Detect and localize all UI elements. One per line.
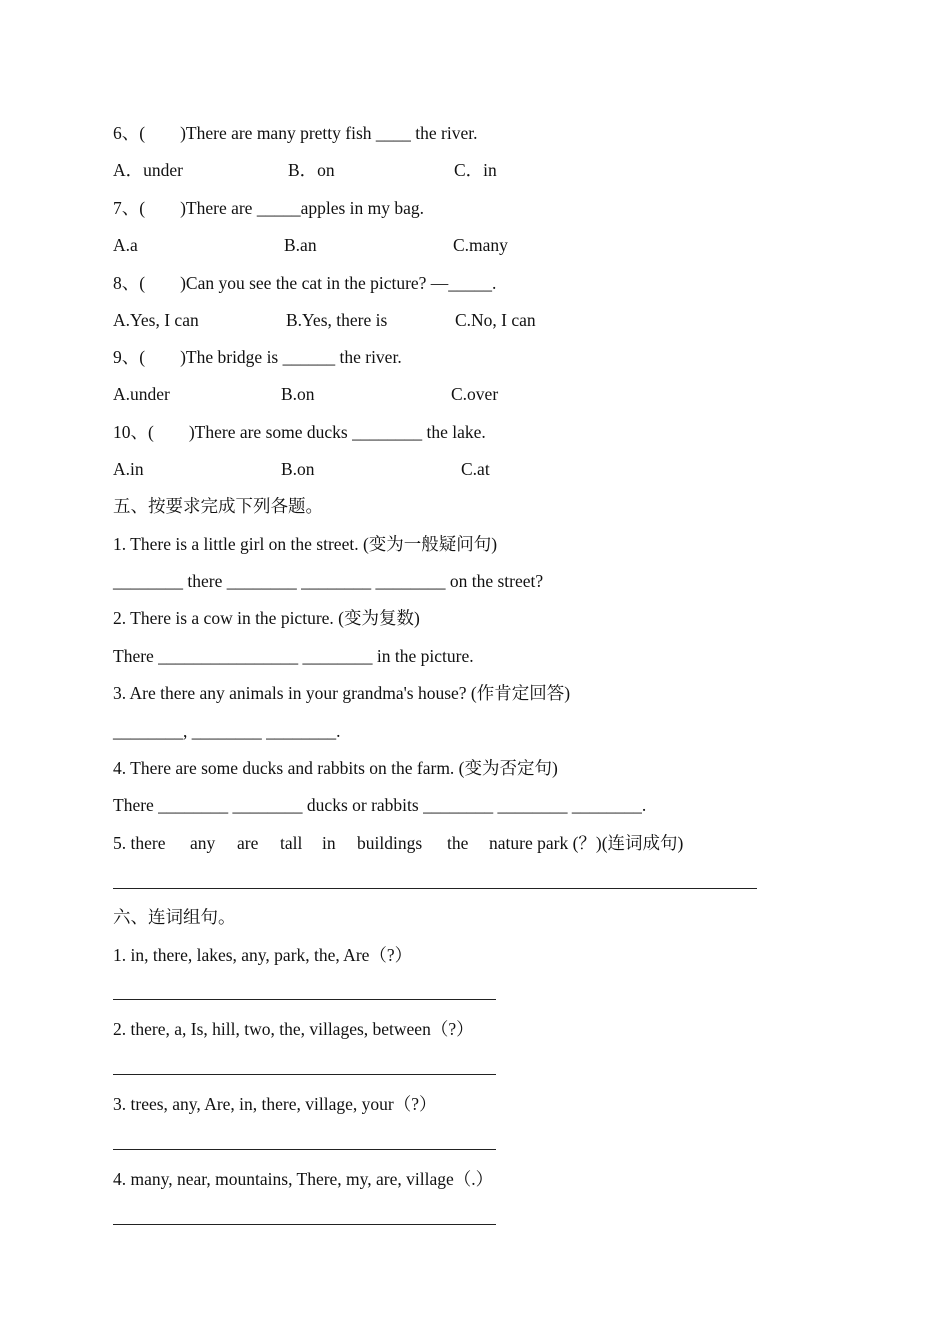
answer-line — [113, 1149, 496, 1150]
scramble-word: nature park (？)(连词成句) — [489, 833, 684, 853]
scramble-word: in — [322, 833, 336, 853]
section-5-q3-prompt: 3. Are there any animals in your grandma's house? (作肯定回答) — [113, 683, 571, 703]
question-8-option-a: A.Yes, I can — [113, 310, 199, 330]
answer-line — [113, 1224, 496, 1225]
question-6-option-c: C．in — [454, 160, 497, 180]
section-5-q3-answer: ________, ________ ________. — [113, 721, 341, 741]
question-10-stem: 10、( )There are some ducks ________ the lake. — [113, 422, 486, 442]
question-10-option-c: C.at — [461, 459, 490, 479]
question-9-option-c: C.over — [451, 384, 499, 404]
section-5-q1-prompt: 1. There is a little girl on the street. (变为一般疑问句) — [113, 534, 498, 554]
section-6-q1: 1. in, there, lakes, any, park, the, Are（?） — [113, 945, 413, 965]
section-5-q1-answer: ________ there ________ ________ ________ on the street? — [113, 571, 544, 591]
section-5-q4-answer: There ________ ________ ducks or rabbits ________ ________ ________. — [113, 795, 647, 815]
section-5-q2-answer: There ________________ ________ in the picture. — [113, 646, 474, 666]
answer-line — [113, 888, 757, 889]
section-6-q3: 3. trees, any, Are, in, there, village, your（?） — [113, 1094, 437, 1114]
question-8-stem: 8、( )Can you see the cat in the picture? —_____. — [113, 273, 497, 293]
section-5-q4-prompt: 4. There are some ducks and rabbits on the farm. (变为否定句) — [113, 758, 558, 778]
question-6-stem: 6、( )There are many pretty fish ____ the river. — [113, 123, 478, 143]
question-8-option-b: B.Yes, there is — [286, 310, 388, 330]
scramble-word: the — [447, 833, 469, 853]
section-5-heading: 五、按要求完成下列各题。 — [113, 496, 323, 516]
section-6-q2: 2. there, a, Is, hill, two, the, villages, between（?） — [113, 1019, 474, 1039]
question-6-option-b: B．on — [288, 160, 335, 180]
question-7-stem: 7、( )There are _____apples in my bag. — [113, 198, 425, 218]
question-10-option-b: B.on — [281, 459, 315, 479]
scramble-word: tall — [280, 833, 303, 853]
scramble-word: buildings — [357, 833, 423, 853]
section-6-heading: 六、连词组句。 — [113, 907, 236, 927]
question-9-option-a: A.under — [113, 384, 170, 404]
question-9-option-b: B.on — [281, 384, 315, 404]
answer-line — [113, 999, 496, 1000]
question-9-stem: 9、( )The bridge is ______ the river. — [113, 347, 402, 367]
scramble-word: are — [237, 833, 259, 853]
scramble-word: any — [190, 833, 216, 853]
question-10-option-a: A.in — [113, 459, 144, 479]
question-7-option-a: A.a — [113, 235, 138, 255]
scramble-word: 5. there — [113, 833, 166, 853]
question-7-option-c: C.many — [453, 235, 508, 255]
section-6-q4: 4. many, near, mountains, There, my, are, village（.） — [113, 1169, 494, 1189]
question-6-option-a: A．under — [113, 160, 183, 180]
question-7-option-b: B.an — [284, 235, 317, 255]
section-5-q2-prompt: 2. There is a cow in the picture. (变为复数) — [113, 608, 420, 628]
answer-line — [113, 1074, 496, 1075]
question-8-option-c: C.No, I can — [455, 310, 536, 330]
